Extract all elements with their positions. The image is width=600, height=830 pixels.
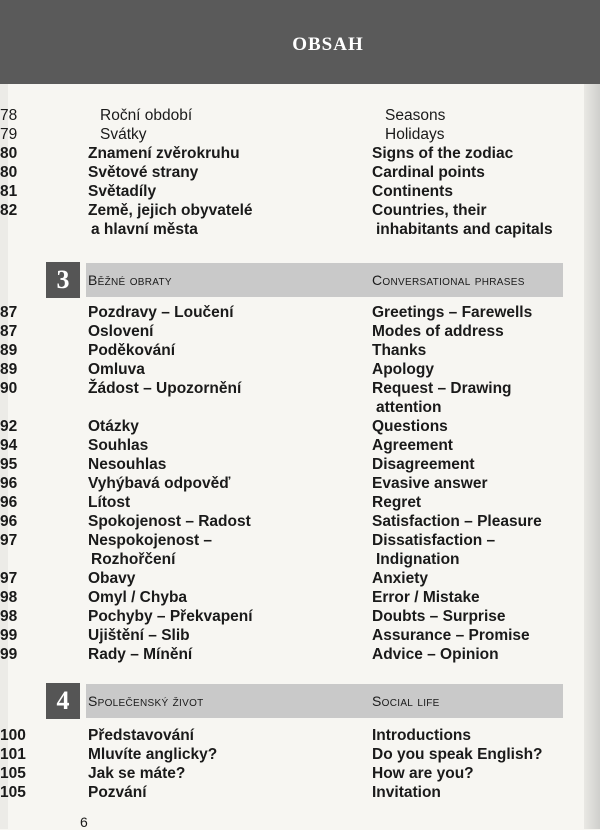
entry-page-number: 105 [0,765,26,782]
entry-title-cz: Spokojenost – Radost [88,513,251,530]
entry-title-en: Evasive answer [372,475,488,492]
toc-entry [0,360,600,379]
entry-page-number: 81 [0,183,18,200]
entry-title-en: Request – Drawing [372,380,512,397]
section-4-number: 4 [46,683,80,719]
entry-title-cz: Světadíly [88,183,157,200]
entry-page-number: 87 [0,304,18,321]
entry-title-cz: Omyl / Chyba [88,589,188,606]
toc-entry [0,531,600,569]
entry-page-number: 100 [0,727,26,744]
entry-page-number: 96 [0,475,18,492]
entry-page-number: 98 [0,608,18,625]
entry-title-cz: Roční období [100,107,193,124]
entry-page-number: 97 [0,570,18,587]
entry-page-number: 105 [0,784,26,801]
entry-page-number: 98 [0,589,18,606]
entry-title-en: Anxiety [372,570,428,587]
entry-title-en: Do you speak English? [372,746,543,763]
entry-title-en: Signs of the zodiac [372,145,514,162]
toc-entry [0,182,600,201]
entry-title-cz: Znamení zvěrokruhu [88,145,240,162]
entry-title-cz: Jak se máte? [88,765,186,782]
entry-title-cz: Země, jejich obyvatelé [88,202,253,219]
entry-title-cz: Světové strany [88,164,199,181]
entry-title-en: Countries, their [372,202,487,219]
toc-entry [0,417,600,436]
section-4-heading [86,684,563,718]
entry-page-number: 78 [0,107,18,124]
entry-page-number: 89 [0,361,18,378]
entry-title-en: Error / Mistake [372,589,480,606]
entry-page-number: 96 [0,513,18,530]
entry-title-en: Introductions [372,727,472,744]
section-3-title-cz: Běžné obraty [88,272,172,288]
entry-title-en: Agreement [372,437,453,454]
entry-page-number: 101 [0,746,26,763]
toc-entry [0,125,600,144]
section-3-title-en: Conversational phrases [372,272,525,288]
entry-title-en: Doubts – Surprise [372,608,506,625]
entry-page-number: 92 [0,418,18,435]
toc-entry [0,303,600,322]
toc-entry [0,201,600,239]
entry-title-en: Regret [372,494,422,511]
page-number: 6 [80,814,88,830]
entry-title-cz-continued: Rozhořčení [91,551,176,568]
section-4-entries [0,726,600,802]
entry-title-cz: Ujištění – Slib [88,627,190,644]
entry-title-cz: Omluva [88,361,145,378]
entry-title-en: Continents [372,183,453,200]
entry-title-cz-continued: a hlavní města [91,221,198,238]
contents-header [0,0,600,84]
entry-page-number: 89 [0,342,18,359]
toc-entry [0,569,600,588]
toc-entry [0,726,600,745]
entry-title-en-continued: Indignation [376,551,460,568]
entry-title-cz: Rady – Mínění [88,646,193,663]
toc-entry [0,493,600,512]
section-2-entries [0,106,600,239]
entry-title-cz: Nespokojenost – [88,532,213,549]
entry-title-en: Assurance – Promise [372,627,530,644]
entry-title-en: Questions [372,418,448,435]
entry-title-cz: Pozdravy – Loučení [88,304,234,321]
entry-title-cz: Žádost – Upozornění [88,380,242,397]
toc-entry [0,106,600,125]
entry-page-number: 80 [0,164,18,181]
entry-title-cz: Obavy [88,570,136,587]
toc-entry [0,588,600,607]
entry-title-cz: Představování [88,727,194,744]
page-title: OBSAH [292,34,364,55]
section-3-heading [86,263,563,297]
entry-page-number: 79 [0,126,18,143]
toc-entry [0,607,600,626]
entry-title-cz: Mluvíte anglicky? [88,746,218,763]
entry-title-cz: Vyhýbavá odpověď [88,475,231,492]
entry-title-cz: Lítost [88,494,131,511]
toc-entry [0,322,600,341]
toc-entry [0,783,600,802]
toc-entry [0,341,600,360]
entry-page-number: 82 [0,202,18,219]
toc-entry [0,626,600,645]
entry-title-cz: Pochyby – Překvapení [88,608,253,625]
entry-title-cz: Oslovení [88,323,154,340]
toc-entry [0,745,600,764]
entry-title-en: Thanks [372,342,427,359]
entry-title-en: Modes of address [372,323,504,340]
entry-title-cz: Poděkování [88,342,175,359]
entry-title-en: Cardinal points [372,164,485,181]
entry-title-en: Invitation [372,784,441,801]
toc-entry [0,764,600,783]
entry-title-en: Satisfaction – Pleasure [372,513,542,530]
section-3-entries [0,303,600,664]
toc-entry [0,455,600,474]
entry-title-en: Advice – Opinion [372,646,499,663]
entry-title-cz: Otázky [88,418,139,435]
entry-page-number: 94 [0,437,18,454]
toc-entry [0,379,600,417]
toc-entry [0,144,600,163]
toc-entry [0,474,600,493]
entry-title-en-continued: attention [376,399,442,416]
entry-page-number: 95 [0,456,18,473]
section-4-title-en: Social life [372,693,440,709]
entry-title-cz: Souhlas [88,437,149,454]
toc-entry [0,163,600,182]
entry-title-en-continued: inhabitants and capitals [376,221,553,238]
entry-title-en: Dissatisfaction – [372,532,496,549]
entry-title-en: Apology [372,361,434,378]
entry-page-number: 80 [0,145,18,162]
entry-title-en: Greetings – Farewells [372,304,533,321]
section-4-title-cz: Společenský život [88,693,204,709]
entry-page-number: 99 [0,646,18,663]
entry-title-en: Holidays [385,126,445,143]
entry-title-cz: Svátky [100,126,147,143]
entry-title-en: Disagreement [372,456,475,473]
toc-entry [0,512,600,531]
toc-entry [0,436,600,455]
entry-title-en: Seasons [385,107,446,124]
entry-title-cz: Nesouhlas [88,456,167,473]
entry-page-number: 96 [0,494,18,511]
toc-entry [0,645,600,664]
entry-page-number: 97 [0,532,18,549]
section-3-number: 3 [46,262,80,298]
entry-page-number: 90 [0,380,18,397]
entry-page-number: 87 [0,323,18,340]
entry-page-number: 99 [0,627,18,644]
entry-title-en: How are you? [372,765,474,782]
entry-title-cz: Pozvání [88,784,147,801]
